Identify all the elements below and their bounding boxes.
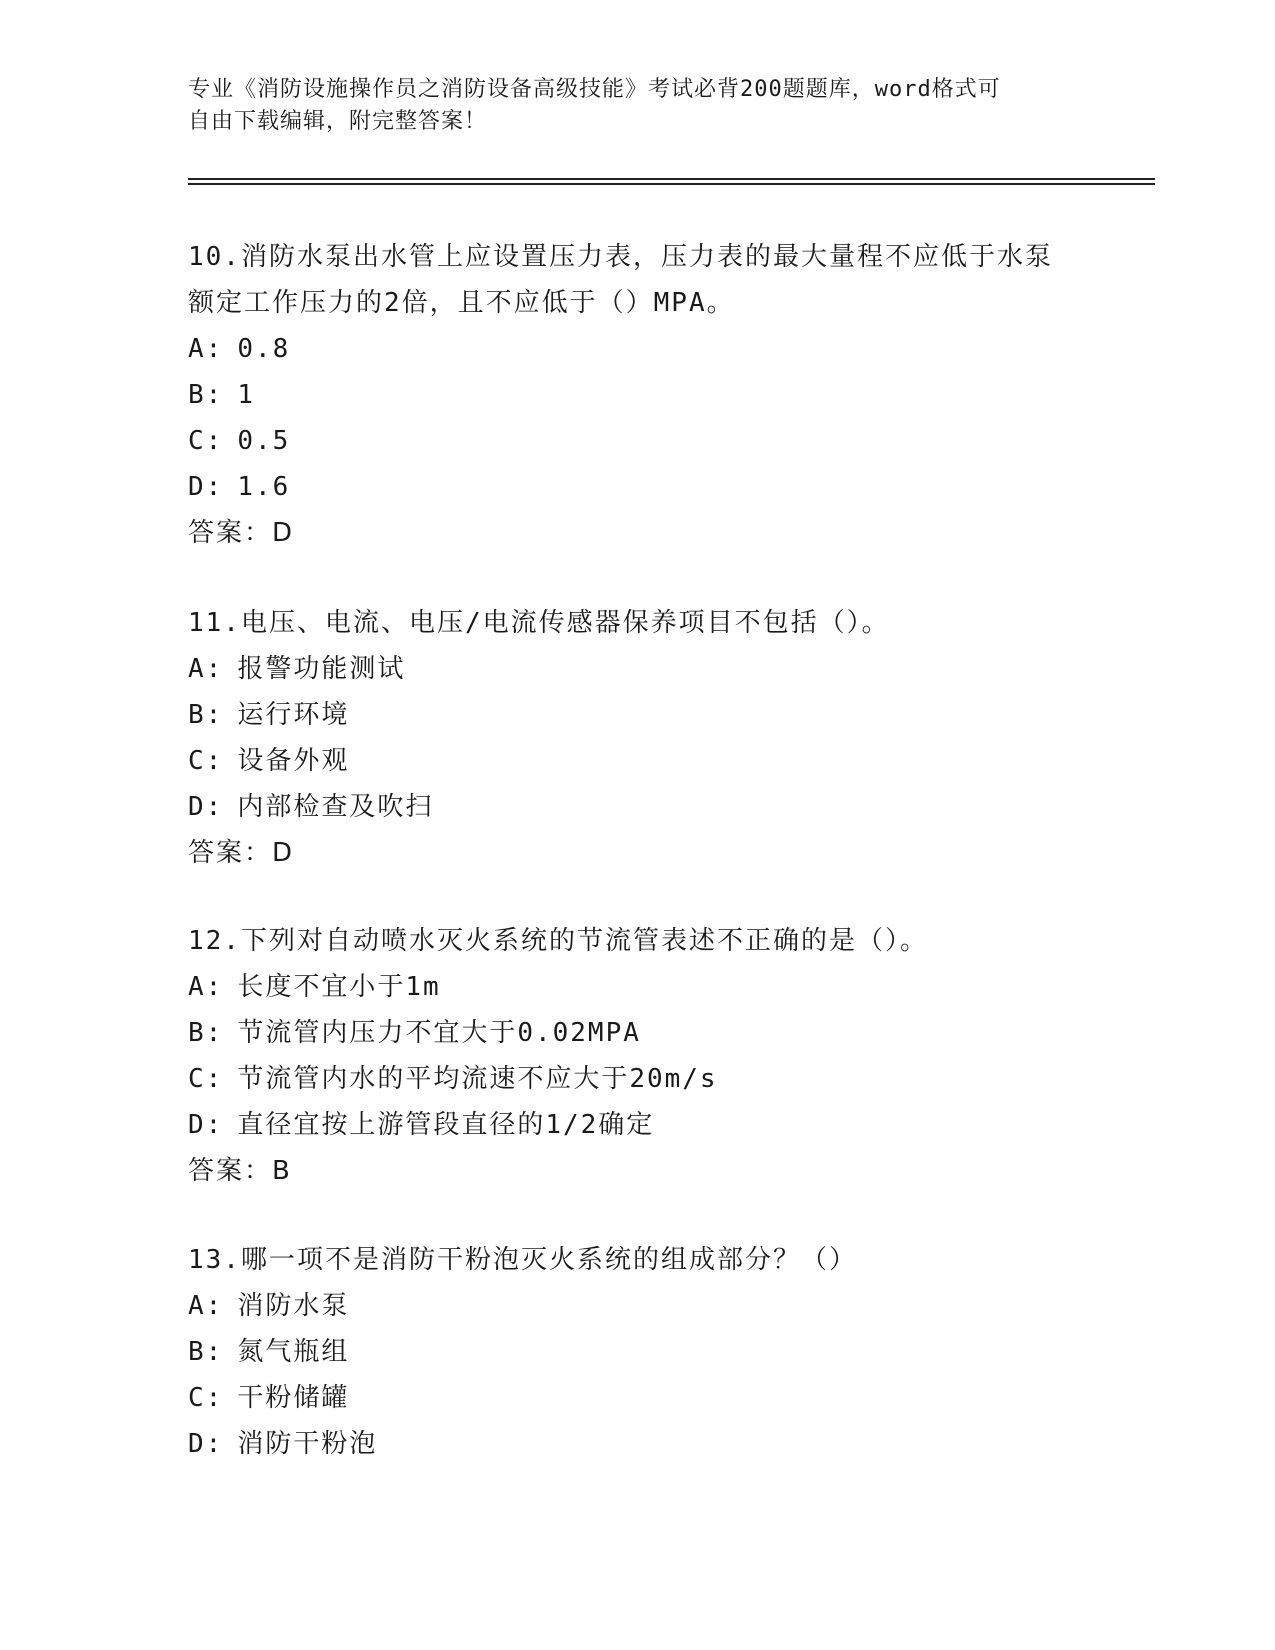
option-text: 1: [237, 380, 255, 410]
option-b: [188, 692, 1088, 738]
option-b: [188, 1010, 1088, 1056]
header-divider-bottom: [188, 183, 1155, 185]
question-10: [188, 234, 1088, 556]
option-c: [188, 1375, 1088, 1421]
question-stem-line: 13.哪一项不是消防干粉泡灭火系统的组成部分？（）: [188, 1245, 857, 1275]
option-text: 报警功能测试: [237, 654, 406, 684]
option-key: B:: [188, 1337, 224, 1367]
option-d: [188, 464, 1088, 510]
option-key: C:: [188, 1383, 224, 1413]
option-b: [188, 372, 1088, 418]
question-stem-line: 11.电压、电流、电压/电流传感器保养项目不包括（）。: [188, 608, 890, 638]
option-key: B:: [188, 700, 224, 730]
question-12: [188, 918, 1088, 1194]
option-text: 运行环境: [237, 700, 350, 730]
option-text: 氮气瓶组: [237, 1337, 350, 1367]
option-key: C:: [188, 426, 224, 456]
option-text: 内部检查及吹扫: [237, 792, 434, 822]
option-text: 节流管内水的平均流速不应大于20m/s: [237, 1064, 718, 1094]
option-text: 干粉储罐: [237, 1383, 350, 1413]
option-text: 0.5: [237, 426, 291, 456]
question-stem: [188, 600, 1088, 646]
option-key: A:: [188, 334, 224, 364]
intro-line-1: 专业《消防设施操作员之消防设备高级技能》考试必背200题题库，word格式可: [188, 77, 1001, 102]
option-d: [188, 1102, 1088, 1148]
question-11: [188, 600, 1088, 876]
option-a: [188, 964, 1088, 1010]
option-a: [188, 326, 1088, 372]
option-c: [188, 1056, 1088, 1102]
option-key: B:: [188, 380, 224, 410]
option-key: C:: [188, 1064, 224, 1094]
option-d: [188, 784, 1088, 830]
option-c: [188, 418, 1088, 464]
option-key: C:: [188, 746, 224, 776]
option-d: [188, 1421, 1088, 1467]
option-text: 0.8: [237, 334, 291, 364]
question-stem: [188, 234, 1088, 326]
option-a: [188, 1283, 1088, 1329]
intro-line-2: 自由下载编辑，附完整答案！: [188, 109, 488, 134]
option-text: 消防干粉泡: [237, 1429, 378, 1459]
question-13: [188, 1237, 1088, 1467]
answer-label: 答案：D: [188, 518, 295, 548]
answer-label: 答案：D: [188, 838, 295, 868]
option-key: D:: [188, 1110, 224, 1140]
header-divider-top: [188, 178, 1155, 180]
option-c: [188, 738, 1088, 784]
option-key: A:: [188, 972, 224, 1002]
option-text: 1.6: [237, 472, 291, 502]
option-text: 消防水泵: [237, 1291, 350, 1321]
question-stem: [188, 918, 1088, 964]
option-key: A:: [188, 1291, 224, 1321]
question-stem-line: 额定工作压力的2倍，且不应低于（）MPA。: [188, 288, 735, 318]
option-text: 直径宜按上游管段直径的1/2确定: [237, 1110, 655, 1140]
question-stem: [188, 1237, 1088, 1283]
option-key: B:: [188, 1018, 224, 1048]
option-text: 长度不宜小于1m: [237, 972, 441, 1002]
option-key: D:: [188, 1429, 224, 1459]
option-text: 节流管内压力不宜大于0.02MPA: [237, 1018, 641, 1048]
option-text: 设备外观: [237, 746, 350, 776]
document-intro: [188, 74, 1088, 138]
answer-label: 答案：B: [188, 1156, 292, 1186]
question-stem-line: 10.消防水泵出水管上应设置压力表，压力表的最大量程不应低于水泵: [188, 242, 1053, 272]
option-key: D:: [188, 472, 224, 502]
question-stem-line: 12.下列对自动喷水灭火系统的节流管表述不正确的是（）。: [188, 926, 928, 956]
option-a: [188, 646, 1088, 692]
option-key: A:: [188, 654, 224, 684]
option-b: [188, 1329, 1088, 1375]
option-key: D:: [188, 792, 224, 822]
